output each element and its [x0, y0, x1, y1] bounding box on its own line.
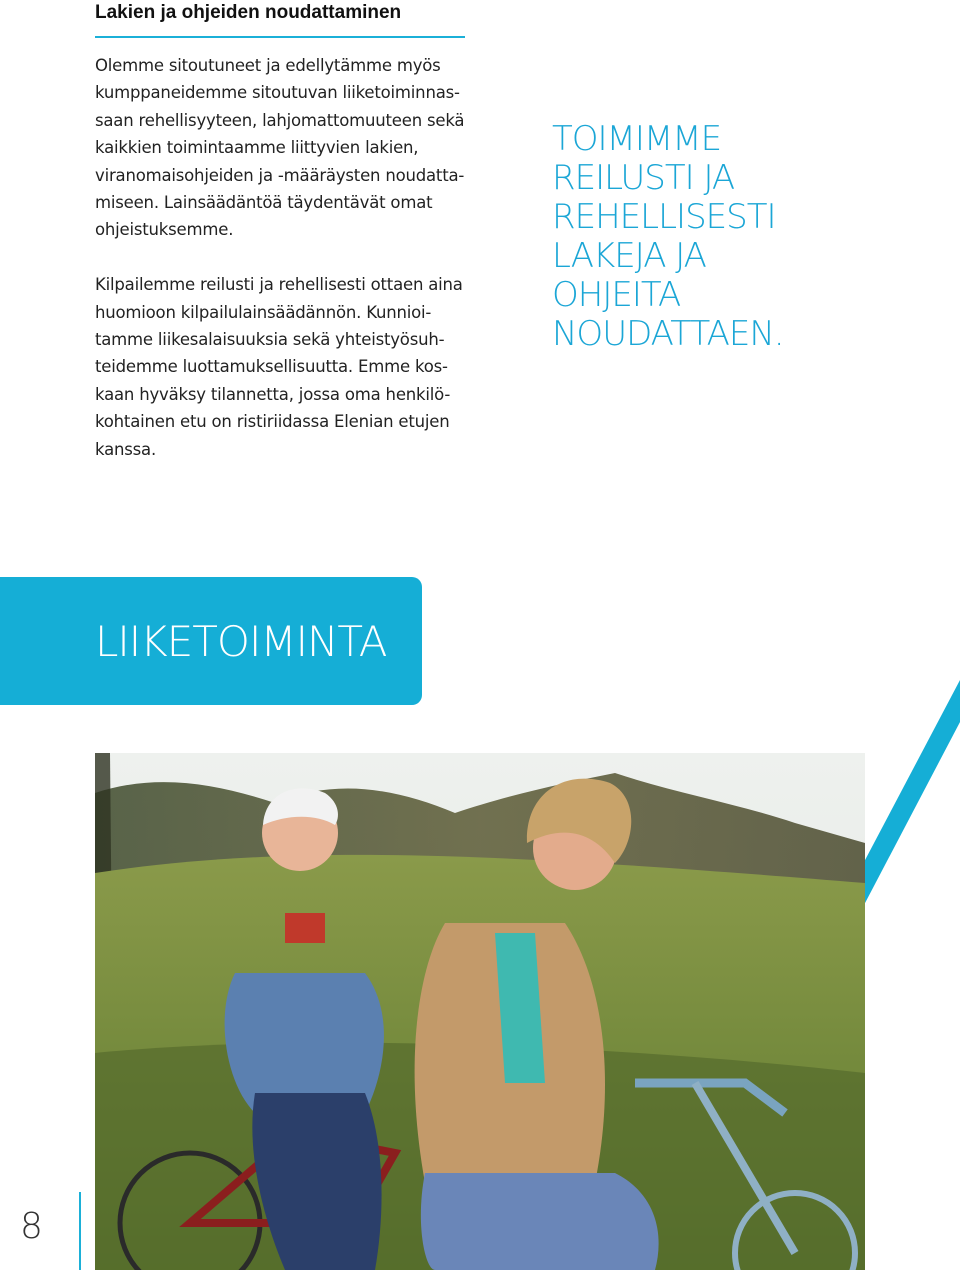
pull-quote-line: TOIMIMME	[552, 119, 722, 159]
paragraph-commitment	[95, 52, 470, 244]
text-line: tamme liikesalaisuuksia sekä yhteistyösuh-	[95, 330, 445, 350]
text-line: kumppaneidemme sitoutuvan liiketoiminnas-	[95, 83, 460, 103]
text-line: kanssa.	[95, 439, 156, 459]
photo-illustration	[95, 753, 865, 1270]
section-title: Lakien ja ohjeiden noudattaminen	[95, 2, 402, 23]
pull-quote-line: REILUSTI JA	[552, 158, 735, 198]
text-line: kohtainen etu on ristiriidassa Elenian etujen	[95, 412, 450, 432]
title-divider	[95, 36, 465, 38]
pull-quote-line: NOUDATTAEN.	[552, 314, 784, 354]
text-line: Kilpailemme reilusti ja rehellisesti ottaen aina	[95, 275, 463, 295]
chapter-banner-label: LIIKETOIMINTA	[95, 617, 387, 666]
page-number: 8	[20, 1206, 43, 1247]
text-line: huomioon kilpailulainsäädännön. Kunnioi-	[95, 302, 432, 322]
text-line: teidemme luottamuksellisuutta. Emme kos-	[95, 357, 448, 377]
pull-quote-line: REHELLISESTI	[552, 197, 776, 237]
text-line: saan rehellisyyteen, lahjomattomuuteen sekä	[95, 110, 465, 130]
text-line: ohjeistuksemme.	[95, 220, 234, 240]
body-text	[95, 52, 470, 490]
page-number-divider	[79, 1192, 81, 1270]
text-line: viranomaisohjeiden ja -määräysten noudatta-	[95, 165, 465, 185]
paragraph-competition	[95, 271, 470, 463]
pull-quote-line: LAKEJA JA	[552, 236, 706, 276]
text-line: kaikkien toimintaamme liittyvien lakien,	[95, 138, 419, 158]
text-line: kaan hyväksy tilannetta, jossa oma henkilö-	[95, 384, 451, 404]
photo-cycling-couple	[95, 753, 865, 1270]
pull-quote-line: OHJEITA	[552, 275, 681, 315]
pull-quote	[552, 120, 812, 354]
text-line: miseen. Lainsäädäntöä täydentävät omat	[95, 193, 433, 213]
text-line: Olemme sitoutuneet ja edellytämme myös	[95, 56, 441, 75]
